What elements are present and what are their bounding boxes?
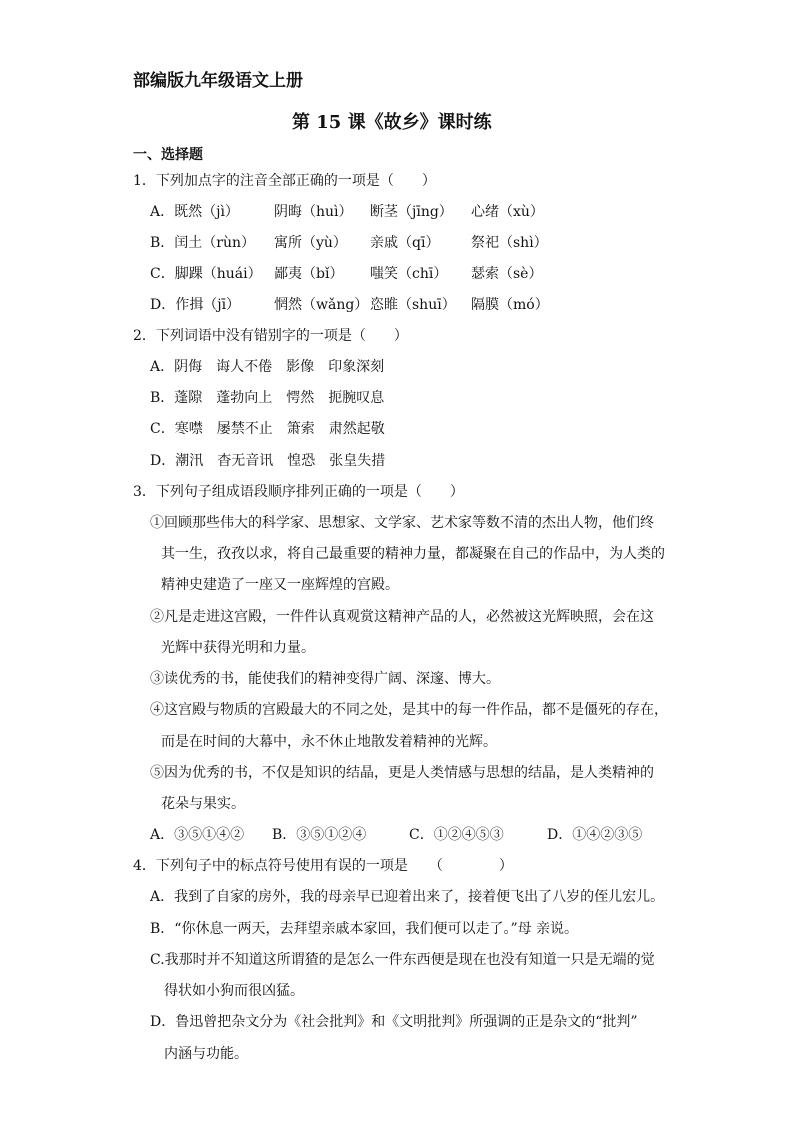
q1-d-col4: 隔膜（mó） <box>471 297 549 313</box>
q4-option-d: D．鲁迅曾把杂文分为《社会批判》和《文明批判》所强调的正是杂文的“批判” <box>150 1014 638 1030</box>
section-title: 一、选择题 <box>133 147 203 163</box>
q3-passage-line: ②凡是走进这宫殿，一件件认真观赏这精神产品的人，必然被这光辉映照，会在这 <box>150 609 654 625</box>
q1-b-col3: 亲戚（qī） <box>370 235 440 251</box>
q1-b-col4: 祭祀（shì） <box>471 235 548 251</box>
q1-c-col2: 鄙夷（bǐ） <box>274 266 344 282</box>
q3-passage-line: ③读优秀的书，能使我们的精神变得广阔、深邃、博大。 <box>150 671 500 687</box>
q1-c-col4: 瑟索（sè） <box>471 266 543 282</box>
q3-passage-line: 花朵与果实。 <box>161 796 245 812</box>
q1-b-col2: 寓所（yù） <box>274 235 347 251</box>
q2-option-b: B．蓬隙 蓬勃向上 愕然 扼腕叹息 <box>150 390 385 406</box>
q1-option-d <box>150 296 710 314</box>
q3-passage-line: ④这宫殿与物质的宫殿最大的不同之处，是其中的每一件作品，都不是僵死的存在， <box>150 702 668 718</box>
q3-passage-line: 精神史建造了一座又一座辉煌的宫殿。 <box>161 577 399 593</box>
q1-option-a <box>150 203 710 221</box>
question-3-stem: 3．下列句子组成语段顺序排列正确的一项是（ ） <box>133 484 464 500</box>
q1-d-col3: 恣睢（shuī） <box>370 297 456 313</box>
q2-option-d: D．潮汛 杳无音讯 惶恐 张皇失措 <box>150 453 386 469</box>
q3-passage-line: ①回顾那些伟大的科学家、思想家、文学家、艺术家等数不清的杰出人物，他们终 <box>150 515 654 531</box>
q3-passage-line: 而是在时间的大幕中，永不休止地散发着精神的光辉。 <box>161 734 497 750</box>
q1-a-col2: 阴晦（huì） <box>274 204 353 220</box>
q1-c-col1: C．脚踝（huái） <box>150 266 262 282</box>
q3-passage-line: 其一生，孜孜以求，将自己最重要的精神力量，都凝聚在自己的作品中，为人类的 <box>161 546 665 562</box>
q1-d-col2: 惘然（wǎng） <box>274 297 369 313</box>
question-2-stem: 2．下列词语中没有错别字的一项是（ ） <box>133 328 408 344</box>
q1-option-c <box>150 265 710 283</box>
q4-option-b: B．“你休息一两天，去拜望亲戚本家回，我们便可以走了。”母 亲说。 <box>150 921 579 937</box>
q1-a-col3: 断茎（jīng） <box>370 204 453 220</box>
q4-option-d-cont: 内涵与功能。 <box>164 1046 248 1062</box>
question-4-stem: 4．下列句子中的标点符号使用有误的一项是 （ ） <box>133 858 513 874</box>
q4-option-a: A．我到了自家的房外，我的母亲早已迎着出来了，接着便飞出了八岁的侄儿宏儿。 <box>150 889 665 905</box>
q3-choice-c: C．①②④⑤③ <box>409 827 504 843</box>
q2-option-c: C．寒噤 屡禁不止 箫索 肃然起敬 <box>150 421 385 437</box>
q2-option-a: A．阴侮 诲人不倦 影像 印象深刻 <box>150 359 385 375</box>
q3-choices <box>150 826 670 844</box>
q1-b-col1: B．闰土（rùn） <box>150 235 256 251</box>
q3-passage-line: ⑤因为优秀的书，不仅是知识的结晶，更是人类情感与思想的结晶，是人类精神的 <box>150 765 654 781</box>
q3-choice-b: B．③⑤①②④ <box>272 827 367 843</box>
question-1-stem: 1．下列加点字的注音全部正确的一项是（ ） <box>133 173 436 189</box>
q3-passage-line: 光辉中获得光明和力量。 <box>161 640 315 656</box>
q1-a-col1: A．既然（jì） <box>150 204 239 220</box>
q1-a-col4: 心绪（xù） <box>471 204 544 220</box>
q3-choice-d: D．①④②③⑤ <box>547 827 643 843</box>
page-title: 第 15 课《故乡》课时练 <box>292 112 492 133</box>
q4-option-c-cont: 得状如小狗而很凶猛。 <box>164 983 304 999</box>
q4-option-c: C.我那时并不知道这所谓猹的是怎么一件东西便是现在也没有知道一只是无端的觉 <box>150 952 655 968</box>
q1-d-col1: D．作揖（jī） <box>150 297 241 313</box>
header: 部编版九年级语文上册 <box>133 71 303 91</box>
q1-option-b <box>150 234 710 252</box>
q3-choice-a: A．③⑤①④② <box>150 827 245 843</box>
q1-c-col3: 嗤笑（chī） <box>370 266 448 282</box>
